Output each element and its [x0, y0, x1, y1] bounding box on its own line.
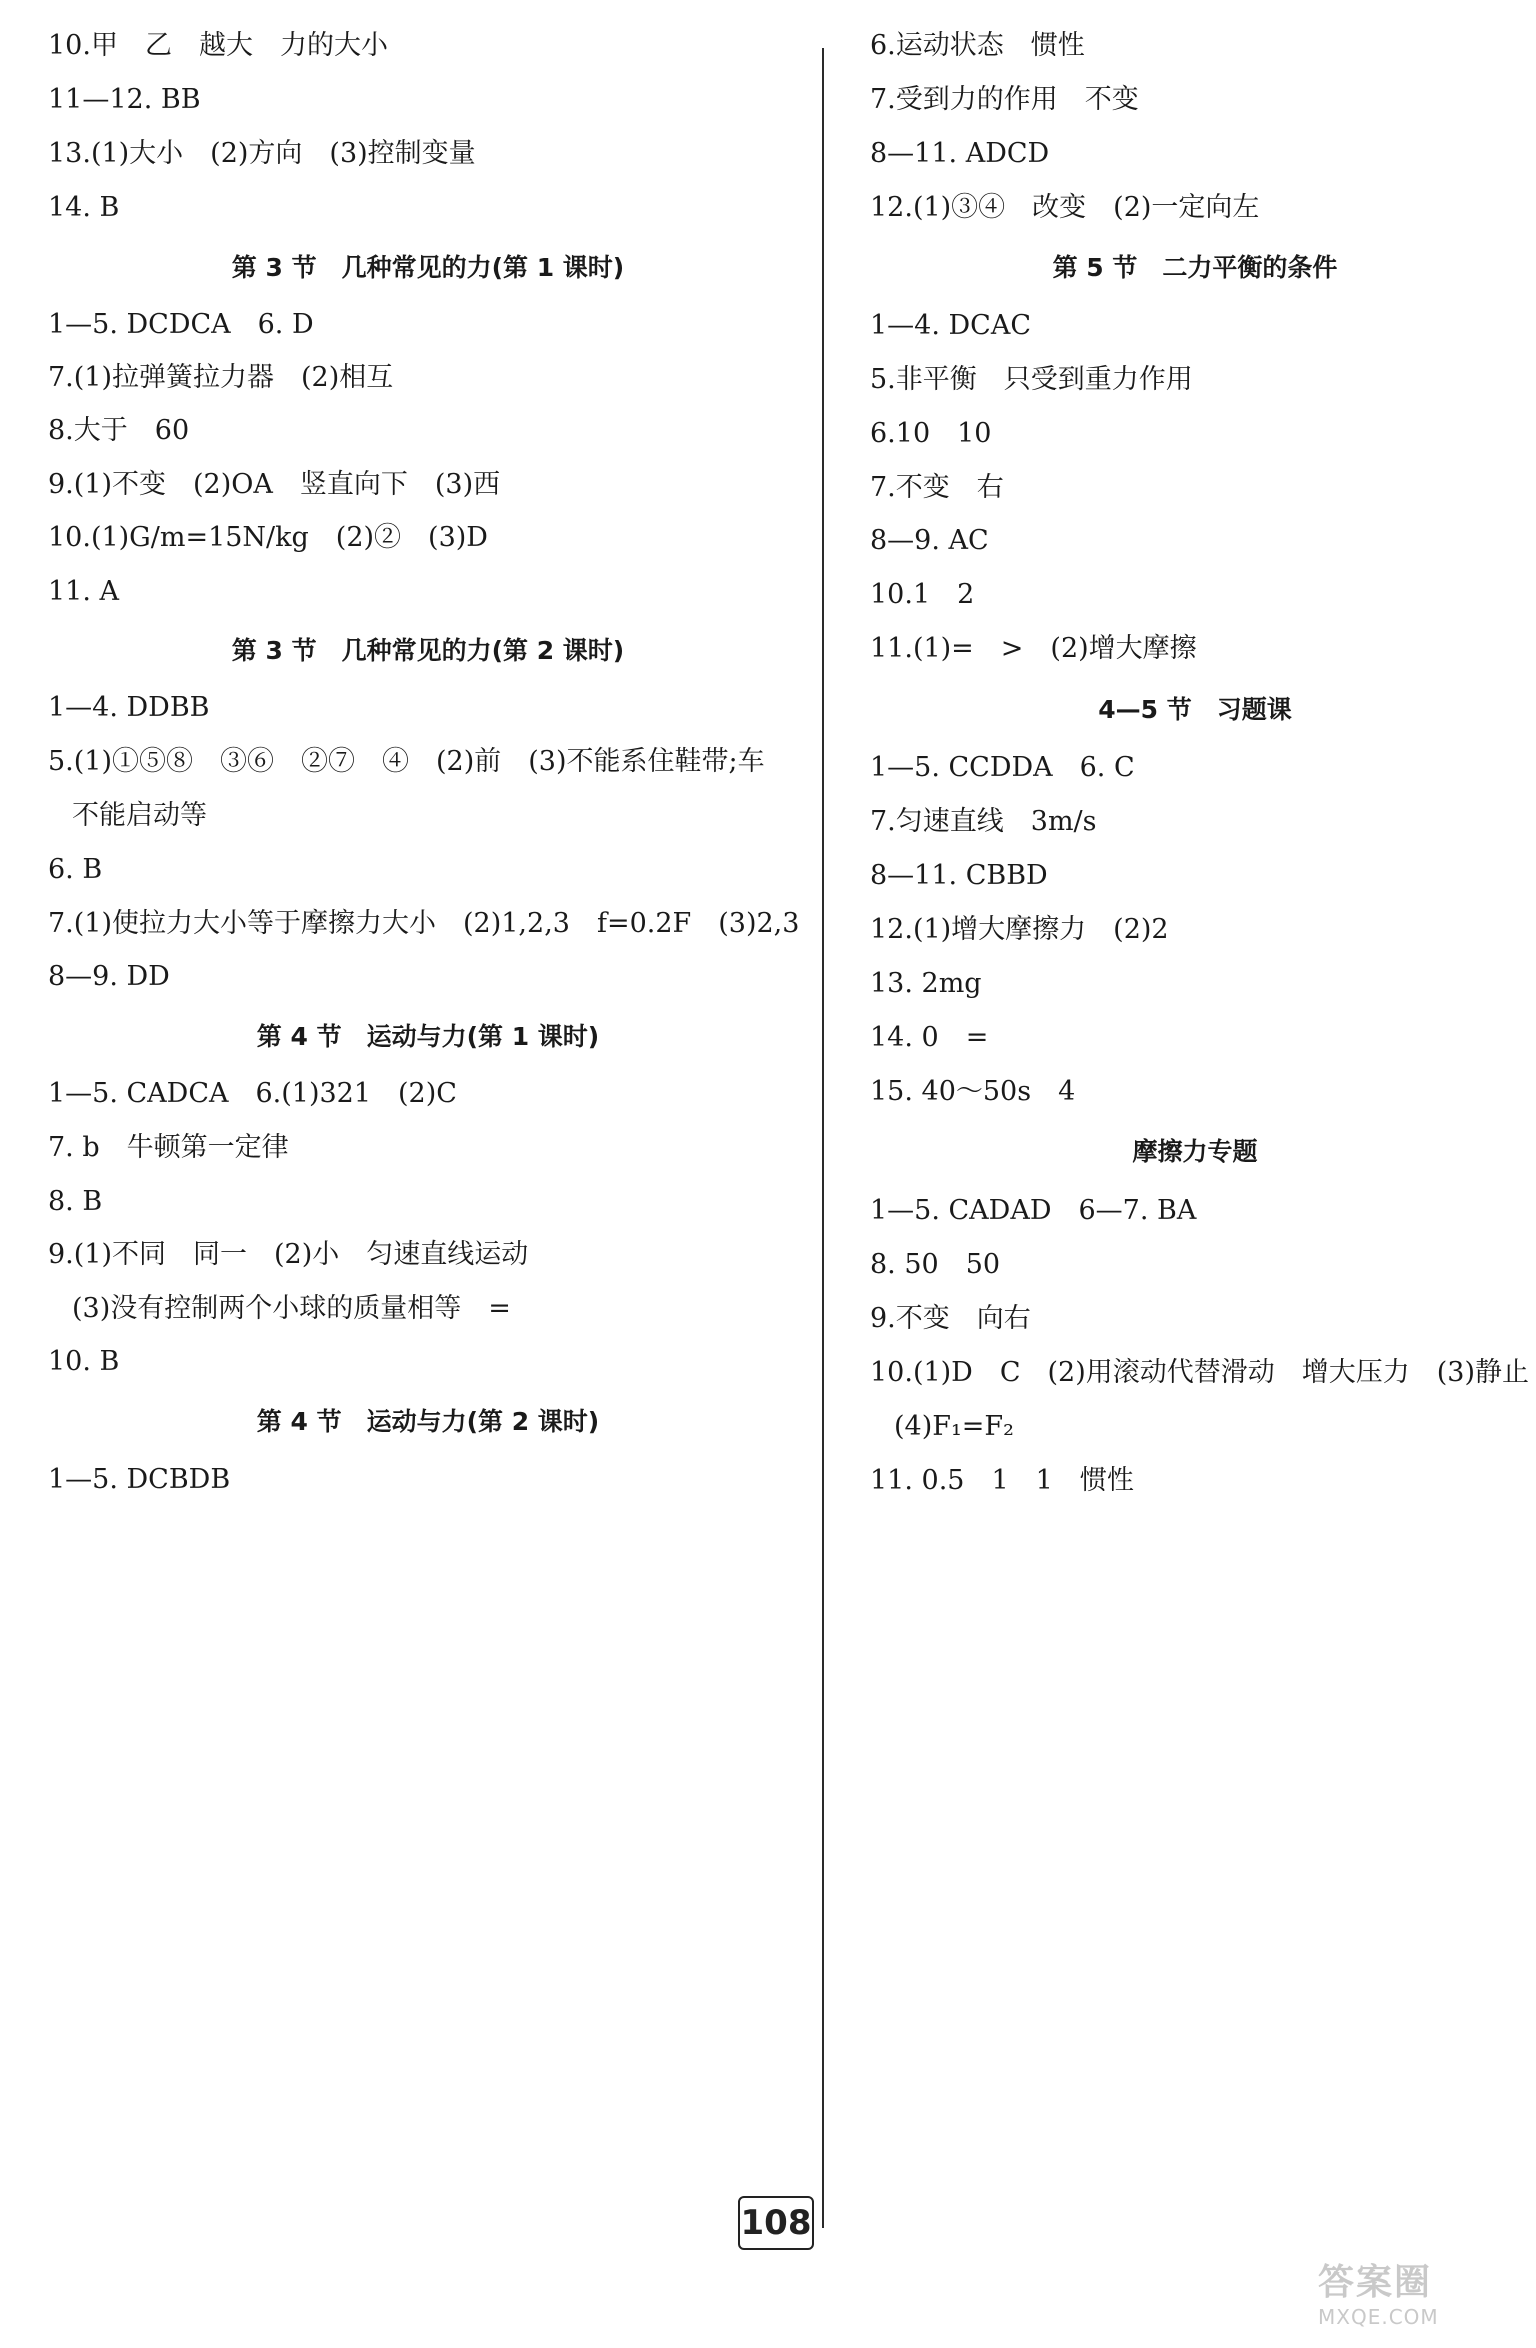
answer-line: 8—9. AC	[870, 525, 989, 556]
watermark-logo	[1318, 2254, 1518, 2334]
column-divider	[822, 48, 824, 2228]
section-heading: 第 3 节 几种常见的力(第 1 课时)	[231, 253, 625, 282]
answer-line: 1—5. DCBDB	[48, 1464, 231, 1495]
answer-line: 7.不变 右	[870, 472, 1004, 503]
answer-line: 10.甲 乙 越大 力的大小	[48, 30, 388, 61]
watermark-logo-text: 答案圈	[1318, 2262, 1433, 2303]
answer-line: 11.(1)= > (2)增大摩擦	[870, 633, 1197, 664]
answer-line: 1—5. CCDDA 6. C	[870, 752, 1135, 783]
answer-line-continued: 不能启动等	[72, 800, 207, 831]
answer-line: 7.受到力的作用 不变	[870, 84, 1139, 115]
answer-line: 5.(1)①⑤⑧ ③⑥ ②⑦ ④ (2)前 (3)不能系住鞋带;车	[48, 746, 765, 777]
answer-line: 7.匀速直线 3m/s	[870, 806, 1097, 837]
answer-line: 10. B	[48, 1346, 120, 1377]
answer-line: 10.(1)D C (2)用滚动代替滑动 增大压力 (3)静止	[870, 1357, 1529, 1388]
section-heading: 第 4 节 运动与力(第 2 课时)	[256, 1407, 600, 1436]
answer-line: 14. B	[48, 192, 120, 223]
answer-line: 8. B	[48, 1186, 103, 1217]
answer-line: 11. 0.5 1 1 惯性	[870, 1465, 1134, 1496]
answer-line: 1—4. DCAC	[870, 310, 1031, 341]
answer-line: 1—5. DCDCA 6. D	[48, 309, 314, 340]
section-heading: 第 5 节 二力平衡的条件	[1052, 253, 1338, 282]
answer-line: 10.(1)G/m=15N/kg (2)② (3)D	[48, 522, 488, 553]
answer-line: 12.(1)③④ 改变 (2)一定向左	[870, 192, 1260, 223]
answer-line: 11. A	[48, 576, 120, 607]
answer-line: 6.运动状态 惯性	[870, 30, 1085, 61]
answer-line: 13. 2mg	[870, 968, 982, 999]
answer-line: 5.非平衡 只受到重力作用	[870, 364, 1193, 395]
answer-line: 9.不变 向右	[870, 1303, 1031, 1334]
answer-line: 1—5. CADAD 6—7. BA	[870, 1195, 1197, 1226]
answer-line: 8—11. CBBD	[870, 860, 1048, 891]
answer-line: 7. b 牛顿第一定律	[48, 1132, 289, 1163]
answer-line: 6.10 10	[870, 418, 992, 449]
answer-line-continued: (3)没有控制两个小球的质量相等 =	[72, 1293, 511, 1324]
answer-line: 11—12. BB	[48, 84, 201, 115]
answer-line: 7.(1)拉弹簧拉力器 (2)相互	[48, 362, 394, 393]
answer-line: 8.大于 60	[48, 415, 190, 446]
answer-line: 8—9. DD	[48, 961, 170, 992]
section-heading: 第 3 节 几种常见的力(第 2 课时)	[231, 636, 625, 665]
answer-line: 8. 50 50	[870, 1249, 1001, 1280]
answer-line-continued: (4)F₁=F₂	[894, 1411, 1014, 1442]
answer-line: 12.(1)增大摩擦力 (2)2	[870, 914, 1169, 945]
answer-line: 10.1 2	[870, 579, 975, 610]
answer-line: 13.(1)大小 (2)方向 (3)控制变量	[48, 138, 476, 169]
answer-line: 1—5. CADCA 6.(1)321 (2)C	[48, 1078, 457, 1109]
page-number: 108	[738, 2196, 814, 2250]
answer-line: 6. B	[48, 854, 103, 885]
watermark-url: MXQE.COM	[1318, 2305, 1439, 2329]
answer-line: 15. 40～50s 4	[870, 1076, 1076, 1107]
answer-line: 9.(1)不同 同一 (2)小 匀速直线运动	[48, 1239, 529, 1270]
section-heading: 4—5 节 习题课	[1098, 695, 1292, 724]
answer-line: 7.(1)使拉力大小等于摩擦力大小 (2)1,2,3 f=0.2F (3)2,3	[48, 908, 800, 939]
answer-line: 14. 0 =	[870, 1022, 989, 1053]
answer-line: 8—11. ADCD	[870, 138, 1050, 169]
answer-line: 1—4. DDBB	[48, 692, 210, 723]
section-heading: 第 4 节 运动与力(第 1 课时)	[256, 1022, 600, 1051]
answer-line: 9.(1)不变 (2)OA 竖直向下 (3)西	[48, 469, 501, 500]
section-heading: 摩擦力专题	[1132, 1137, 1258, 1166]
